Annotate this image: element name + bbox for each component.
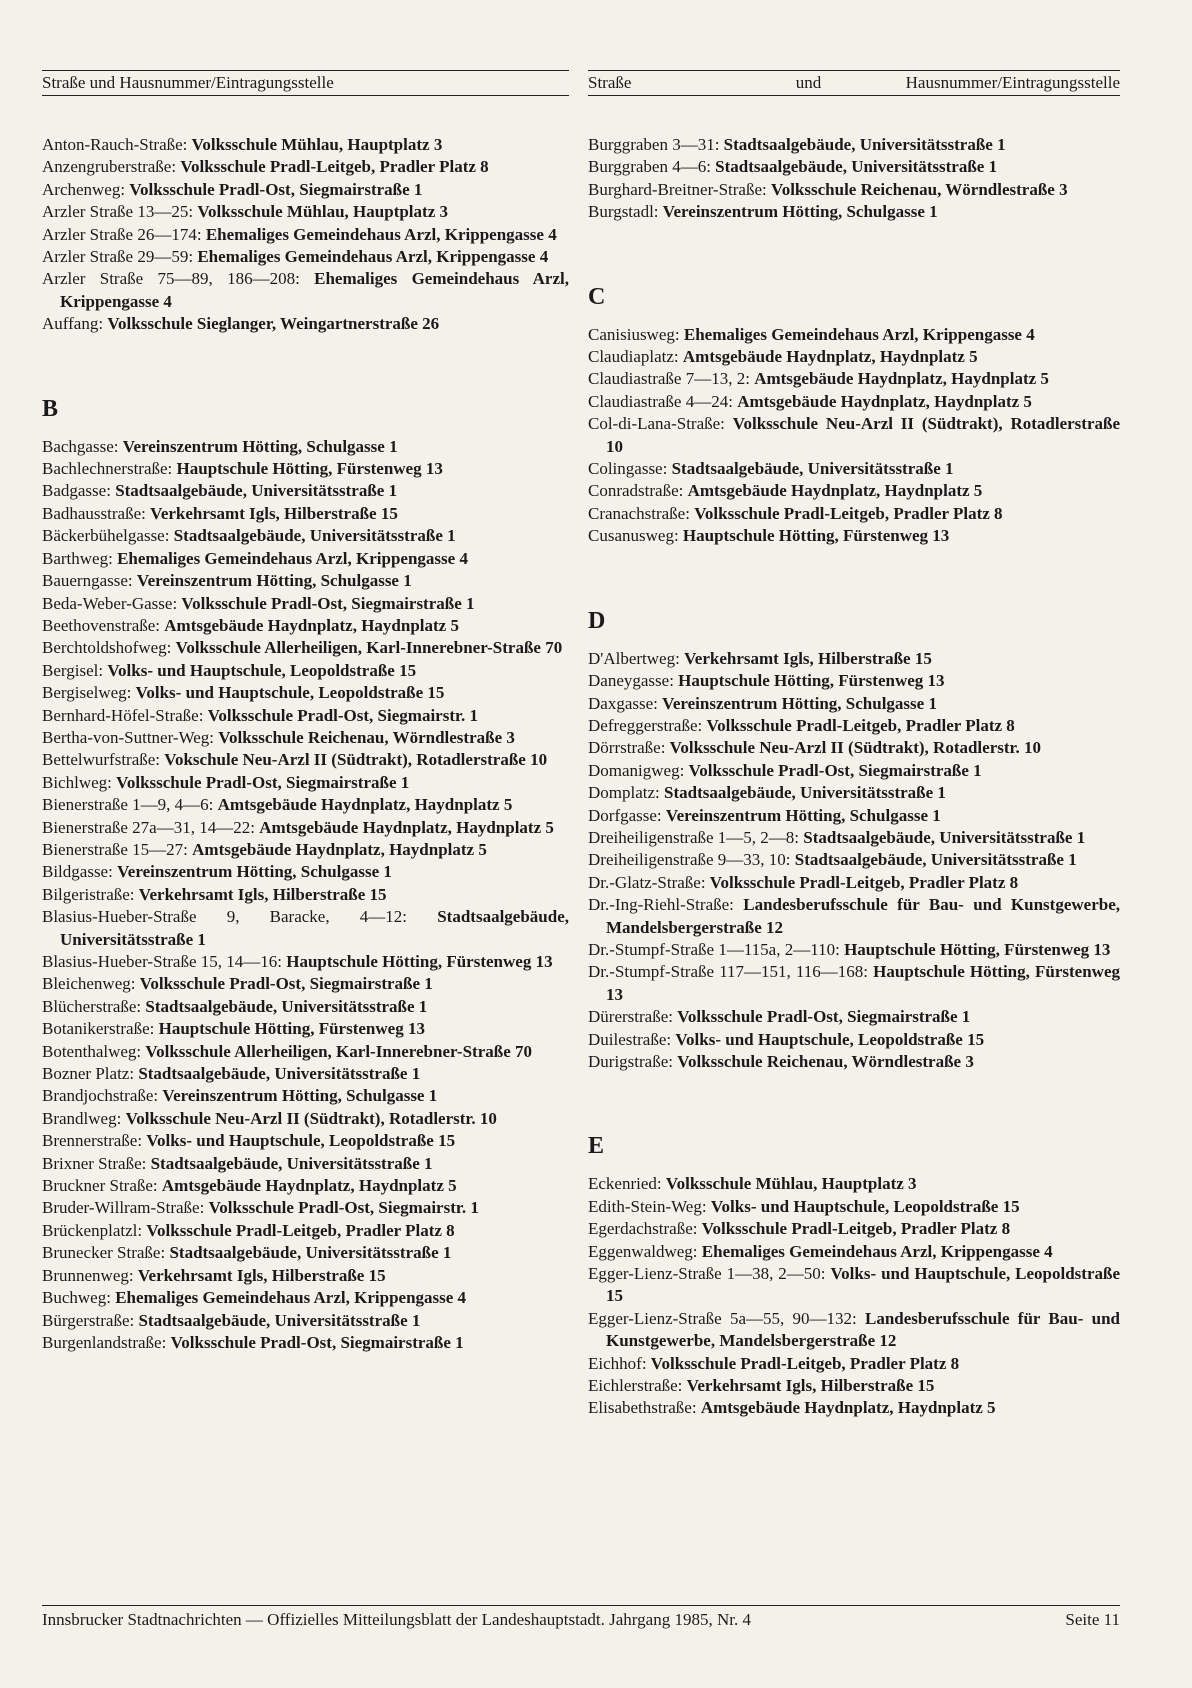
street-name: Cranachstraße: (588, 503, 690, 523)
registration-office: Stadtsaalgebäude, Universitätsstraße 1 (173, 526, 456, 546)
list-item (42, 906, 569, 951)
street-name: Barthweg: (42, 548, 113, 568)
list-item (42, 951, 569, 973)
registration-office: Volksschule Pradl-Ost, Siegmairstr. 1 (207, 705, 478, 725)
list-item (42, 749, 569, 771)
registration-office: Volksschule Pradl-Leitgeb, Pradler Platz 8 (180, 157, 489, 177)
street-name: Bachgasse: (42, 436, 119, 456)
list-item (42, 1197, 569, 1219)
registration-office: Volksschule Pradl-Leitgeb, Pradler Platz 8 (701, 1219, 1011, 1239)
street-name: Bienerstraße 15—27: (42, 839, 188, 859)
street-name: Auffang: (42, 314, 104, 334)
street-name: Badgasse: (42, 481, 111, 501)
header-right-and: und (795, 73, 822, 92)
list-item (42, 1108, 569, 1130)
street-name: Brennerstraße: (42, 1131, 143, 1151)
street-name: Defreggerstraße: (588, 715, 703, 735)
registration-office: Volksschule Neu-Arzl II (Südtrakt), Rotadlerstr. 10 (125, 1108, 497, 1128)
list-item (588, 1196, 1120, 1218)
header-right (588, 70, 1120, 96)
registration-office: Hauptschule Hötting, Fürstenweg 13 (176, 459, 443, 479)
registration-office: Stadtsaalgebäude, Universitätsstraße 1 (138, 1064, 421, 1084)
street-name: Arzler Straße 75—89, 186—208: (42, 269, 300, 289)
registration-office: Volksschule Pradl-Ost, Siegmairstr. 1 (208, 1198, 479, 1218)
registration-office: Verkehrsamt Igls, Hilberstraße 15 (686, 1376, 935, 1396)
list-item (42, 660, 569, 682)
list-item (42, 794, 569, 816)
list-item (588, 413, 1120, 458)
list-item (42, 201, 569, 223)
street-name: Elisabethstraße: (588, 1398, 697, 1418)
list-item (42, 224, 569, 246)
registration-office: Volksschule Pradl-Ost, Siegmairstraße 1 (677, 1007, 971, 1027)
list-item (42, 1287, 569, 1309)
list-item (588, 1173, 1120, 1195)
street-name: Anzengruberstraße: (42, 157, 177, 177)
registration-office: Volks- und Hauptschule, Leopoldstraße 15 (146, 1131, 456, 1151)
street-name: Arzler Straße 13—25: (42, 202, 194, 222)
list-item (588, 1218, 1120, 1240)
list-item (588, 368, 1120, 390)
street-name: Brandlweg: (42, 1108, 122, 1128)
section-letter: C (588, 283, 606, 310)
street-name: Blasius-Hueber-Straße 9, Baracke, 4—12: (42, 907, 408, 927)
list-item (588, 849, 1120, 871)
street-name: Bäckerbühelgasse: (42, 526, 170, 546)
street-name: Bilgeristraße: (42, 884, 135, 904)
list-item (42, 156, 569, 178)
registration-office: Stadtsaalgebäude, Universitätsstraße 1 (145, 996, 428, 1016)
street-name: Bruckner Straße: (42, 1176, 158, 1196)
registration-office: Vereinszentrum Hötting, Schulgasse 1 (117, 862, 392, 882)
registration-office: Volksschule Allerheiligen, Karl-Innerebner-Straße 70 (175, 638, 563, 658)
list-item (588, 1308, 1120, 1353)
list-item (42, 727, 569, 749)
footer-publication: Innsbrucker Stadtnachrichten — Offizielles Mitteilungsblatt der Landeshauptstadt. Jahrgang 1985, Nr. 4 (42, 1610, 751, 1629)
list-item (42, 1018, 569, 1040)
list-item (42, 503, 569, 525)
registration-office: Stadtsaalgebäude, Universitätsstraße 1 (115, 481, 398, 501)
list-item (42, 996, 569, 1018)
registration-office: Volks- und Hauptschule, Leopoldstraße 15 (710, 1196, 1020, 1216)
list-item (588, 805, 1120, 827)
list-item (42, 861, 569, 883)
registration-office: Volks- und Hauptschule, Leopoldstraße 15 (135, 683, 445, 703)
street-name: Daxgasse: (588, 693, 658, 713)
list-item (42, 772, 569, 794)
street-name: Blücherstraße: (42, 996, 142, 1016)
registration-office: Hauptschule Hötting, Fürstenweg 13 (286, 952, 553, 971)
street-name: Bichlweg: (42, 772, 112, 792)
registration-office: Volksschule Neu-Arzl II (Südtrakt), Rotadlerstr. 10 (669, 738, 1042, 758)
list-item (42, 246, 569, 268)
street-name: Bürgerstraße: (42, 1310, 135, 1330)
list-item (42, 179, 569, 201)
list-item (42, 1063, 569, 1085)
street-name: Bienerstraße 27a—31, 14—22: (42, 817, 255, 837)
registration-office: Amtsgebäude Haydnplatz, Haydnplatz 5 (259, 817, 554, 837)
registration-office: Vereinszentrum Hötting, Schulgasse 1 (162, 1086, 438, 1106)
list-item (42, 1310, 569, 1332)
registration-office: Stadtsaalgebäude, Universitätsstraße 1 (794, 850, 1077, 870)
street-name: Dreiheiligenstraße 9—33, 10: (588, 850, 791, 870)
street-name: Brixner Straße: (42, 1153, 147, 1173)
list-item (588, 134, 1120, 156)
registration-office: Amtsgebäude Haydnplatz, Haydnplatz 5 (687, 481, 983, 501)
list-item (588, 1029, 1120, 1051)
street-name: Durigstraße: (588, 1052, 673, 1071)
header-left-label: Straße und Hausnummer/Eintragungsstelle (42, 73, 334, 92)
list-item (588, 458, 1120, 480)
list-item (588, 670, 1120, 692)
street-name: Egger-Lienz-Straße 5a—55, 90—132: (588, 1308, 857, 1328)
street-name: Brunnenweg: (42, 1265, 134, 1285)
street-name: Bauerngasse: (42, 571, 133, 591)
street-name: Domanigweg: (588, 760, 685, 780)
list-item (42, 1130, 569, 1152)
registration-office: Ehemaliges Gemeindehaus Arzl, Krippengasse 4 (60, 269, 569, 311)
street-name: Bertha-von-Suttner-Weg: (42, 727, 215, 747)
registration-office: Volksschule Pradl-Leitgeb, Pradler Platz 8 (694, 503, 1003, 523)
registration-office: Amtsgebäude Haydnplatz, Haydnplatz 5 (164, 615, 459, 635)
list-item (42, 570, 569, 592)
registration-office: Amtsgebäude Haydnplatz, Haydnplatz 5 (682, 347, 978, 367)
header-left (42, 70, 569, 96)
registration-office: Ehemaliges Gemeindehaus Arzl, Krippengasse 4 (197, 247, 549, 267)
header-right-street: Straße (588, 73, 632, 92)
registration-office: Volksschule Pradl-Leitgeb, Pradler Platz 8 (146, 1220, 455, 1240)
registration-office: Volksschule Reichenau, Wörndlestraße 3 (218, 727, 515, 747)
list-item (42, 480, 569, 502)
list-item (42, 1332, 569, 1354)
list-item (588, 827, 1120, 849)
registration-office: Hauptschule Hötting, Fürstenweg 13 (678, 671, 945, 691)
street-name: Beethovenstraße: (42, 615, 161, 635)
street-name: Eggenwaldweg: (588, 1241, 698, 1261)
registration-office: Volksschule Pradl-Ost, Siegmairstraße 1 (170, 1332, 464, 1352)
list-item (42, 1220, 569, 1242)
street-name: Beda-Weber-Gasse: (42, 593, 178, 613)
street-name: Bernhard-Höfel-Straße: (42, 705, 204, 725)
list-item (42, 436, 569, 458)
registration-office: Stadtsaalgebäude, Universitätsstraße 1 (723, 135, 1006, 154)
street-name: Blasius-Hueber-Straße 15, 14—16: (42, 952, 282, 971)
street-name: Burggraben 4—6: (588, 157, 711, 177)
street-name: D'Albertweg: (588, 648, 680, 668)
registration-office: Volksschule Pradl-Leitgeb, Pradler Platz 8 (709, 872, 1019, 892)
registration-office: Vokschule Neu-Arzl II (Südtrakt), Rotadlerstraße 10 (164, 750, 548, 770)
registration-office: Volksschule Allerheiligen, Karl-Innerebner-Straße 70 (145, 1041, 532, 1061)
footer-page-number: Seite 11 (1065, 1610, 1120, 1629)
list-item (42, 682, 569, 704)
list-item (42, 313, 569, 335)
list-item (588, 894, 1120, 939)
left-column (42, 134, 569, 1354)
list-item (588, 1375, 1120, 1397)
registration-office: Vereinszentrum Hötting, Schulgasse 1 (136, 571, 412, 591)
registration-office: Hauptschule Hötting, Fürstenweg 13 (158, 1019, 425, 1039)
street-name: Bleichenweg: (42, 974, 136, 994)
registration-office: Volksschule Pradl-Ost, Siegmairstraße 1 (139, 974, 433, 994)
registration-office: Amtsgebäude Haydnplatz, Haydnplatz 5 (192, 839, 487, 859)
street-name: Bachlechnerstraße: (42, 459, 173, 479)
street-name: Arzler Straße 29—59: (42, 247, 194, 267)
list-item (42, 1265, 569, 1287)
registration-office: Amtsgebäude Haydnplatz, Haydnplatz 5 (754, 369, 1049, 389)
registration-office: Volksschule Pradl-Ost, Siegmairstraße 1 (116, 772, 410, 792)
street-name: Bruder-Willram-Straße: (42, 1198, 205, 1218)
registration-office: Vereinszentrum Hötting, Schulgasse 1 (662, 693, 937, 713)
street-name: Badhausstraße: (42, 503, 146, 523)
header-right-number: Hausnummer/Eintragungsstelle (905, 73, 1120, 92)
list-item (42, 817, 569, 839)
section-letter: B (42, 395, 59, 422)
registration-office: Volksschule Pradl-Ost, Siegmairstraße 1 (129, 179, 423, 199)
street-name: Anton-Rauch-Straße: (42, 135, 188, 154)
registration-office: Stadtsaalgebäude, Universitätsstraße 1 (60, 907, 569, 949)
list-item (588, 503, 1120, 525)
list-item (42, 705, 569, 727)
list-item (42, 134, 569, 156)
street-name: Dr.-Ing-Riehl-Straße: (588, 895, 734, 915)
registration-office: Volks- und Hauptschule, Leopoldstraße 15 (107, 660, 417, 680)
street-name: Bienerstraße 1—9, 4—6: (42, 795, 214, 815)
registration-office: Verkehrsamt Igls, Hilberstraße 15 (138, 884, 387, 904)
list-item (42, 884, 569, 906)
list-item (42, 615, 569, 637)
list-item (42, 1242, 569, 1264)
street-name: Claudiaplatz: (588, 347, 679, 367)
street-name: Botenthalweg: (42, 1041, 142, 1061)
list-item (588, 346, 1120, 368)
list-item (42, 973, 569, 995)
registration-office: Volksschule Mühlau, Hauptplatz 3 (197, 202, 448, 222)
registration-office: Stadtsaalgebäude, Universitätsstraße 1 (664, 783, 946, 803)
street-name: Burgenlandstraße: (42, 1332, 167, 1352)
street-name: Bergisel: (42, 660, 104, 680)
list-item (42, 458, 569, 480)
registration-office: Hauptschule Hötting, Fürstenweg 13 (844, 939, 1111, 959)
list-item (42, 268, 569, 313)
registration-office: Stadtsaalgebäude, Universitätsstraße 1 (150, 1153, 433, 1173)
list-item (588, 760, 1120, 782)
list-item (588, 179, 1120, 201)
registration-office: Landesberufsschule für Bau- und Kunstgewerbe, Mandelsbergerstraße 12 (606, 895, 1120, 937)
registration-office: Volksschule Mühlau, Hauptplatz 3 (191, 135, 443, 154)
registration-office: Verkehrsamt Igls, Hilberstraße 15 (137, 1265, 386, 1285)
street-name: Dr.-Stumpf-Straße 1—115a, 2—110: (588, 939, 840, 959)
registration-office: Stadtsaalgebäude, Universitätsstraße 1 (138, 1310, 421, 1330)
street-name: Dörrstraße: (588, 738, 666, 758)
list-item (588, 480, 1120, 502)
street-name: Claudiastraße 4—24: (588, 391, 733, 411)
footer (42, 1605, 1120, 1630)
street-name: Brückenplatzl: (42, 1220, 143, 1240)
list-item (42, 637, 569, 659)
registration-office: Amtsgebäude Haydnplatz, Haydnplatz 5 (737, 391, 1032, 411)
registration-office: Vereinszentrum Hötting, Schulgasse 1 (662, 202, 938, 222)
registration-office: Amtsgebäude Haydnplatz, Haydnplatz 5 (700, 1398, 996, 1418)
registration-office: Volksschule Pradl-Leitgeb, Pradler Platz 8 (650, 1353, 960, 1373)
registration-office: Stadtsaalgebäude, Universitätsstraße 1 (803, 827, 1086, 847)
registration-office: Volksschule Reichenau, Wörndlestraße 3 (677, 1052, 974, 1071)
street-name: Burggraben 3—31: (588, 135, 720, 154)
street-name: Claudiastraße 7—13, 2: (588, 369, 750, 389)
street-name: Eichhof: (588, 1353, 647, 1373)
list-item (588, 1241, 1120, 1263)
list-item (588, 715, 1120, 737)
street-name: Cusanusweg: (588, 526, 679, 546)
street-name: Buchweg: (42, 1288, 111, 1308)
list-item (42, 1085, 569, 1107)
street-name: Burgstadl: (588, 202, 659, 222)
registration-office: Verkehrsamt Igls, Hilberstraße 15 (684, 648, 932, 668)
list-item (588, 1263, 1120, 1308)
street-name: Bergiselweg: (42, 683, 132, 703)
registration-office: Stadtsaalgebäude, Universitätsstraße 1 (715, 157, 998, 177)
registration-office: Hauptschule Hötting, Fürstenweg 13 (682, 526, 950, 546)
list-item (42, 839, 569, 861)
list-item (588, 525, 1120, 547)
street-name: Egerdachstraße: (588, 1219, 698, 1239)
street-name: Brandjochstraße: (42, 1086, 159, 1106)
list-item (588, 391, 1120, 413)
street-name: Daneygasse: (588, 671, 674, 691)
registration-office: Volks- und Hauptschule, Leopoldstraße 15 (675, 1029, 985, 1049)
registration-office: Stadtsaalgebäude, Universitätsstraße 1 (169, 1243, 452, 1263)
street-name: Dreiheiligenstraße 1—5, 2—8: (588, 827, 800, 847)
street-name: Eckenried: (588, 1174, 662, 1194)
registration-office: Vereinszentrum Hötting, Schulgasse 1 (122, 436, 398, 456)
section-letter: D (588, 607, 606, 634)
street-name: Archenweg: (42, 179, 126, 199)
street-name: Brunecker Straße: (42, 1243, 166, 1263)
registration-office: Volksschule Sieglanger, Weingartnerstraße 26 (107, 314, 440, 334)
street-name: Dr.-Stumpf-Straße 117—151, 116—168: (588, 962, 869, 982)
list-item (588, 1353, 1120, 1375)
registration-office: Ehemaliges Gemeindehaus Arzl, Krippengasse 4 (115, 1288, 467, 1308)
registration-office: Volksschule Pradl-Leitgeb, Pradler Platz 8 (706, 715, 1015, 735)
registration-office: Amtsgebäude Haydnplatz, Haydnplatz 5 (161, 1176, 457, 1196)
street-name: Dorfgasse: (588, 805, 662, 825)
list-item (42, 1175, 569, 1197)
street-name: Burghard-Breitner-Straße: (588, 179, 767, 199)
street-name: Edith-Stein-Weg: (588, 1196, 707, 1216)
registration-office: Verkehrsamt Igls, Hilberstraße 15 (150, 503, 398, 523)
list-item (42, 525, 569, 547)
street-name: Domplatz: (588, 783, 660, 803)
registration-office: Volksschule Pradl-Ost, Siegmairstraße 1 (181, 593, 475, 613)
street-name: Botanikerstraße: (42, 1019, 155, 1039)
list-item (588, 1051, 1120, 1073)
registration-office: Volksschule Reichenau, Wörndlestraße 3 (770, 179, 1068, 199)
section-letter: E (588, 1133, 605, 1160)
list-item (588, 939, 1120, 961)
registration-office: Vereinszentrum Hötting, Schulgasse 1 (665, 805, 941, 825)
registration-office: Volksschule Pradl-Ost, Siegmairstraße 1 (688, 760, 982, 780)
street-name: Conradstraße: (588, 481, 684, 501)
registration-office: Volks- und Hauptschule, Leopoldstraße 15 (606, 1264, 1120, 1306)
registration-office: Volksschule Mühlau, Hauptplatz 3 (665, 1174, 917, 1194)
list-item (42, 593, 569, 615)
registration-office: Ehemaliges Gemeindehaus Arzl, Krippengasse 4 (205, 224, 557, 244)
list-item (588, 737, 1120, 759)
registration-office: Hauptschule Hötting, Fürstenweg 13 (606, 962, 1120, 1004)
street-name: Arzler Straße 26—174: (42, 224, 202, 244)
registration-office: Amtsgebäude Haydnplatz, Haydnplatz 5 (217, 795, 513, 815)
street-name: Eichlerstraße: (588, 1376, 683, 1396)
list-item (42, 1153, 569, 1175)
street-name: Bozner Platz: (42, 1064, 135, 1084)
registration-office: Landesberufsschule für Bau- und Kunstgewerbe, Mandelsbergerstraße 12 (606, 1308, 1120, 1351)
registration-office: Ehemaliges Gemeindehaus Arzl, Krippengasse 4 (701, 1241, 1053, 1261)
list-item (588, 201, 1120, 223)
list-item (588, 782, 1120, 804)
list-item (588, 1397, 1120, 1419)
street-name: Duilestraße: (588, 1029, 672, 1049)
list-item (588, 1006, 1120, 1028)
street-name: Bettelwurfstraße: (42, 750, 161, 770)
list-item (588, 648, 1120, 670)
registration-office: Volksschule Neu-Arzl II (Südtrakt), Rotadlerstraße 10 (606, 414, 1120, 456)
list-item (588, 156, 1120, 178)
list-item (588, 324, 1120, 346)
street-name: Dürerstraße: (588, 1007, 673, 1027)
street-name: Canisiusweg: (588, 324, 680, 344)
street-name: Berchtoldshofweg: (42, 638, 172, 658)
registration-office: Ehemaliges Gemeindehaus Arzl, Krippengasse 4 (117, 548, 468, 568)
list-item (42, 1041, 569, 1063)
street-name: Bildgasse: (42, 862, 113, 882)
street-name: Colingasse: (588, 459, 668, 479)
registration-office: Ehemaliges Gemeindehaus Arzl, Krippengasse 4 (683, 324, 1035, 344)
street-name: Egger-Lienz-Straße 1—38, 2—50: (588, 1264, 826, 1284)
list-item (588, 693, 1120, 715)
right-column (588, 134, 1120, 1420)
list-item (588, 872, 1120, 894)
registration-office: Stadtsaalgebäude, Universitätsstraße 1 (671, 459, 954, 479)
list-item (588, 961, 1120, 1006)
list-item (42, 548, 569, 570)
street-name: Col-di-Lana-Straße: (588, 414, 725, 434)
street-name: Dr.-Glatz-Straße: (588, 872, 706, 892)
